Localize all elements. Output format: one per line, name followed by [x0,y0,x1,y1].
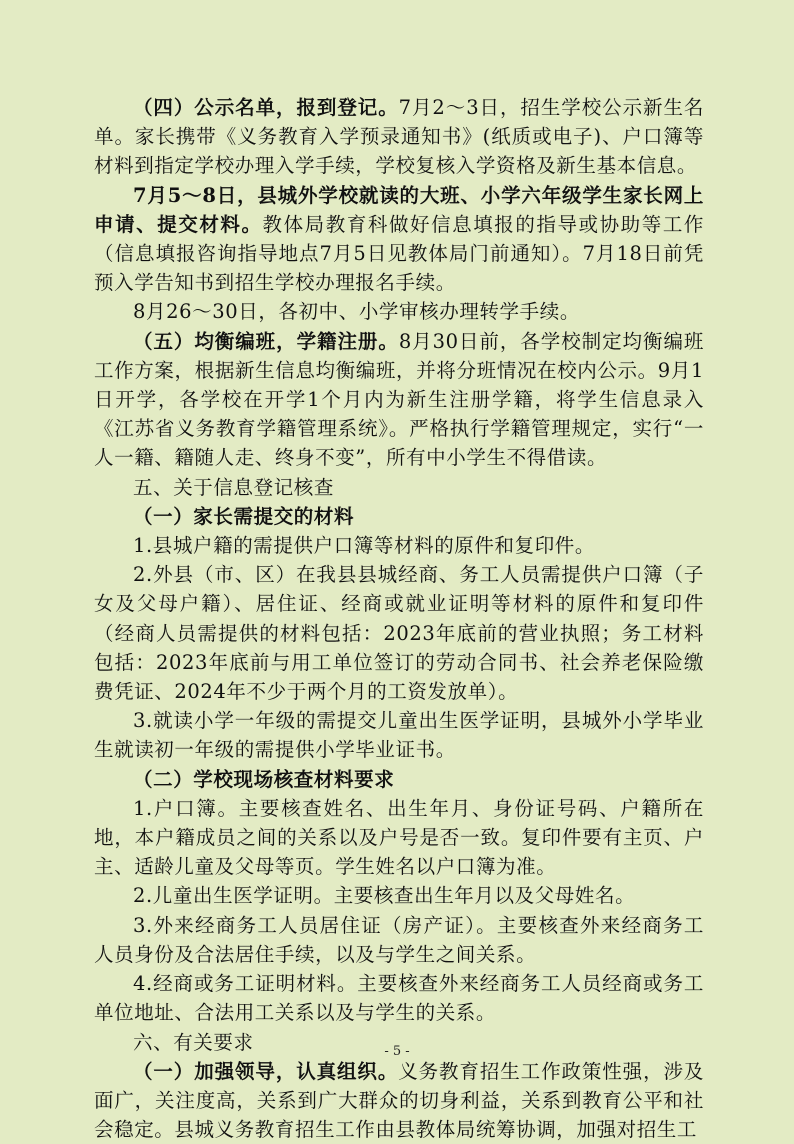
section-heading-6-text: 六、有关要求 [133,1030,254,1054]
paragraph-14 [94,969,704,1027]
paragraph-11 [94,794,704,882]
subheading-5-2-text: （二）学校现场核查材料要求 [133,767,395,791]
paragraph-4-heading: （五）均衡编班，学籍注册。 [133,329,399,353]
paragraph-9-text: 3.就读小学一年级的需提交儿童出生医学证明，县城外小学毕业生就读初一年级的需提供小学毕业证书。 [94,709,704,762]
paragraph-12-text: 2.儿童出生医学证明。主要核查出生年月以及父母姓名。 [133,884,636,908]
paragraph-1-text: 7月2～3日，招生学校公示新生名单。家长携带《义务教育入学预录通知书》(纸质或电子)、户口簿等材料到指定学校办理入学手续，学校复核入学资格及新生基本信息。 [94,96,704,178]
section-heading-5 [94,473,704,502]
paragraph-9 [94,706,704,764]
paragraph-3 [94,297,704,326]
paragraph-7-text: 1.县城户籍的需提供户口簿等材料的原件和复印件。 [133,534,596,558]
paragraph-2-heading: 7月5～8日，县城外学校就读的大班、小学六年级学生家长网上申请、提交材料。 [94,183,704,236]
paragraph-1-heading: （四）公示名单，报到登记。 [133,96,399,119]
paragraph-8 [94,560,704,706]
paragraph-3-text: 8月26～30日，各初中、小学审核办理转学手续。 [133,300,580,324]
paragraph-8-text: 2.外县（市、区）在我县县城经商、务工人员需提供户口簿（子女及父母户籍）、居住证、经商或就业证明等材料的原件和复印件（经商人员需提供的材料包括：2023年底前的营业执照；务工材料包括：2023年底前与用工单位签订的劳动合同书、社会养老保险缴费凭证、2024年不少于两个月的工资发放单）。 [94,563,704,704]
paragraph-13 [94,911,704,969]
paragraph-12 [94,881,704,910]
paragraph-2 [94,181,704,298]
subheading-5-1 [94,502,704,531]
paragraph-1 [94,93,704,181]
paragraph-4-text: 8月30日前，各学校制定均衡编班工作方案，根据新生信息均衡编班，并将分班情况在校内公示。9月1日开学，各学校在开学1个月内为新生注册学籍，将学生信息录入《江苏省义务教育学籍管理系统》。严格执行学籍管理规定，实行“一人一籍、籍随人走、终身不变”，所有中小学生不得借读。 [94,329,704,470]
paragraph-4 [94,327,704,473]
subheading-5-2 [94,765,704,794]
body-text [94,93,704,1144]
page-number: - 5 - [384,1044,410,1059]
paragraph-13-text: 3.外来经商务工人员居住证（房产证）。主要核查外来经商务工人员身份及合法居住手续，以及与学生之间关系。 [94,913,704,966]
paragraph-14-text: 4.经商或务工证明材料。主要核查外来经商务工人员经商或务工单位地址、合法用工关系以及与学生的关系。 [94,972,704,1025]
paragraph-16 [94,1057,704,1144]
subheading-5-1-text: （一）家长需提交的材料 [133,504,355,528]
paragraph-7 [94,531,704,560]
paragraph-11-text: 1.户口簿。主要核查姓名、出生年月、身份证号码、户籍所在地，本户籍成员之间的关系以及户号是否一致。复印件要有主页、户主、适龄儿童及父母等页。学生姓名以户口簿为准。 [94,796,704,879]
paragraph-16-text: 义务教育招生工作政策性强，涉及面广，关注度高，关系到广大群众的切身利益，关系到教育公平和社会稳定。县城义务教育招生工作由县教体局统筹协调，加强对招生工 [94,1059,704,1142]
section-heading-5-text: 五、关于信息登记核查 [133,475,335,499]
paragraph-16-heading: （一）加强领导，认真组织。 [133,1059,399,1083]
paragraph-2-text: 教体局教育科做好信息填报的指导或协助等工作（信息填报咨询指导地点7月5日见教体局门前通知）。7月18日前凭预入学告知书到招生学校办理报名手续。 [94,212,704,295]
